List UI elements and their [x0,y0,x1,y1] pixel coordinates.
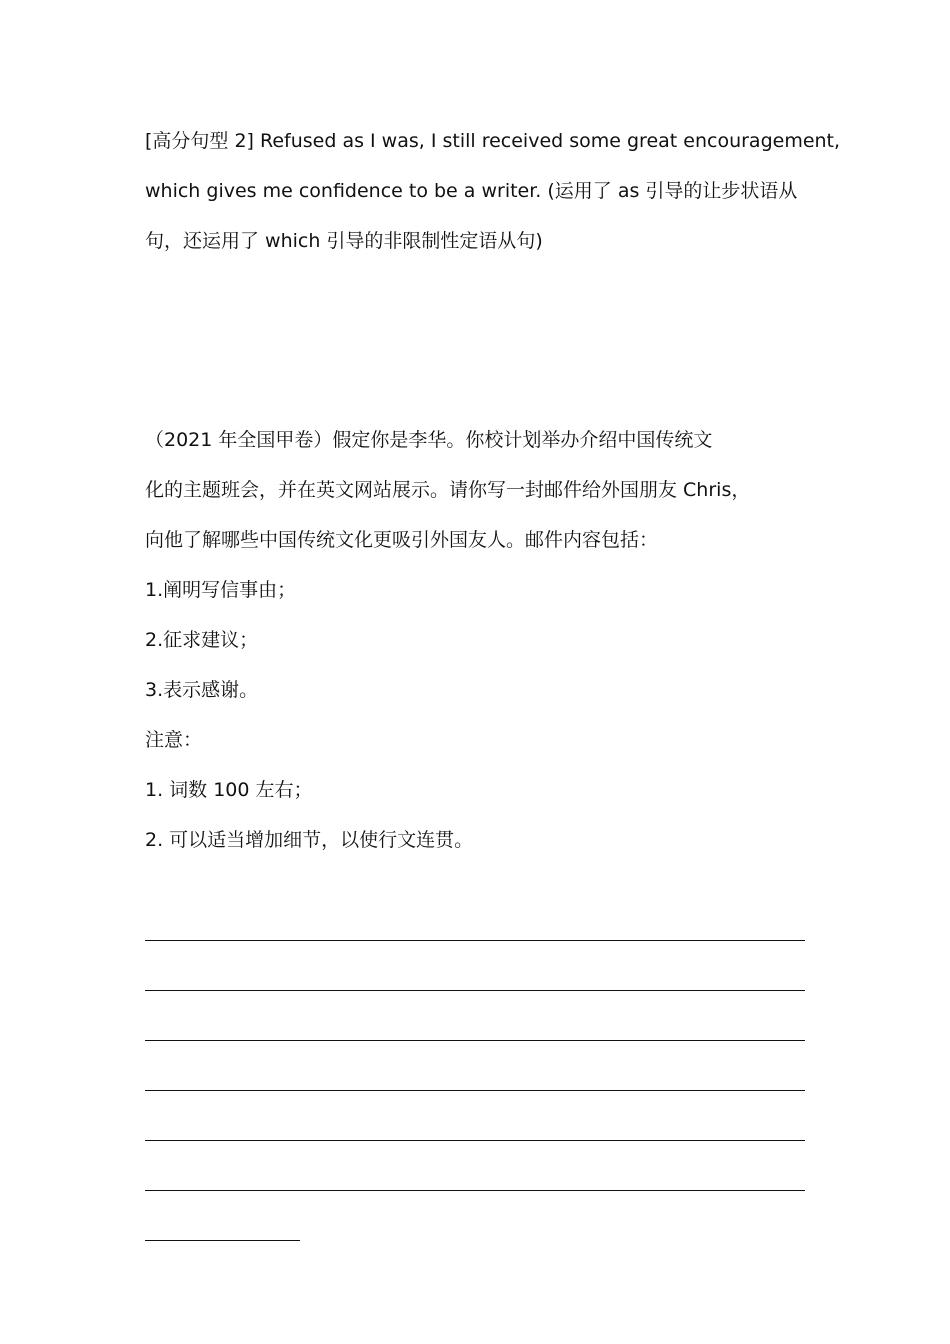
answer-line-short[interactable] [145,1198,300,1248]
high-score-line-1: [高分句型 2] Refused as I was, I still received some great encouragement, [145,130,841,152]
answer-line[interactable] [145,1048,805,1098]
high-score-line-2: which gives me confidence to be a writer. (运用了 as 引导的让步状语从 [145,180,798,202]
content-point-3: 3.表示感谢。 [145,679,259,701]
answer-line[interactable] [145,1098,805,1148]
task-prompt-line-3: 向他了解哪些中国传统文化更吸引外国友人。邮件内容包括： [145,529,659,551]
writing-task [145,415,815,865]
answer-line[interactable] [145,898,805,948]
answer-line[interactable] [145,1148,805,1198]
content-point-2: 2.征求建议； [145,629,259,651]
task-prompt-line-1: （2021 年全国甲卷）假定你是李华。你校计划举办介绍中国传统文 [145,429,713,451]
answer-area[interactable] [145,898,805,1248]
high-score-sentence [145,116,841,266]
answer-line[interactable] [145,998,805,1048]
content-point-1: 1.阐明写信事由； [145,579,297,601]
answer-line[interactable] [145,948,805,998]
high-score-line-3: 句，还运用了 which 引导的非限制性定语从句) [145,230,543,252]
task-prompt-line-2: 化的主题班会，并在英文网站展示。请你写一封邮件给外国朋友 Chris， [145,479,751,501]
note-2: 2. 可以适当增加细节，以使行文连贯。 [145,829,474,851]
note-1: 1. 词数 100 左右； [145,779,313,801]
notes-heading: 注意： [145,729,203,751]
